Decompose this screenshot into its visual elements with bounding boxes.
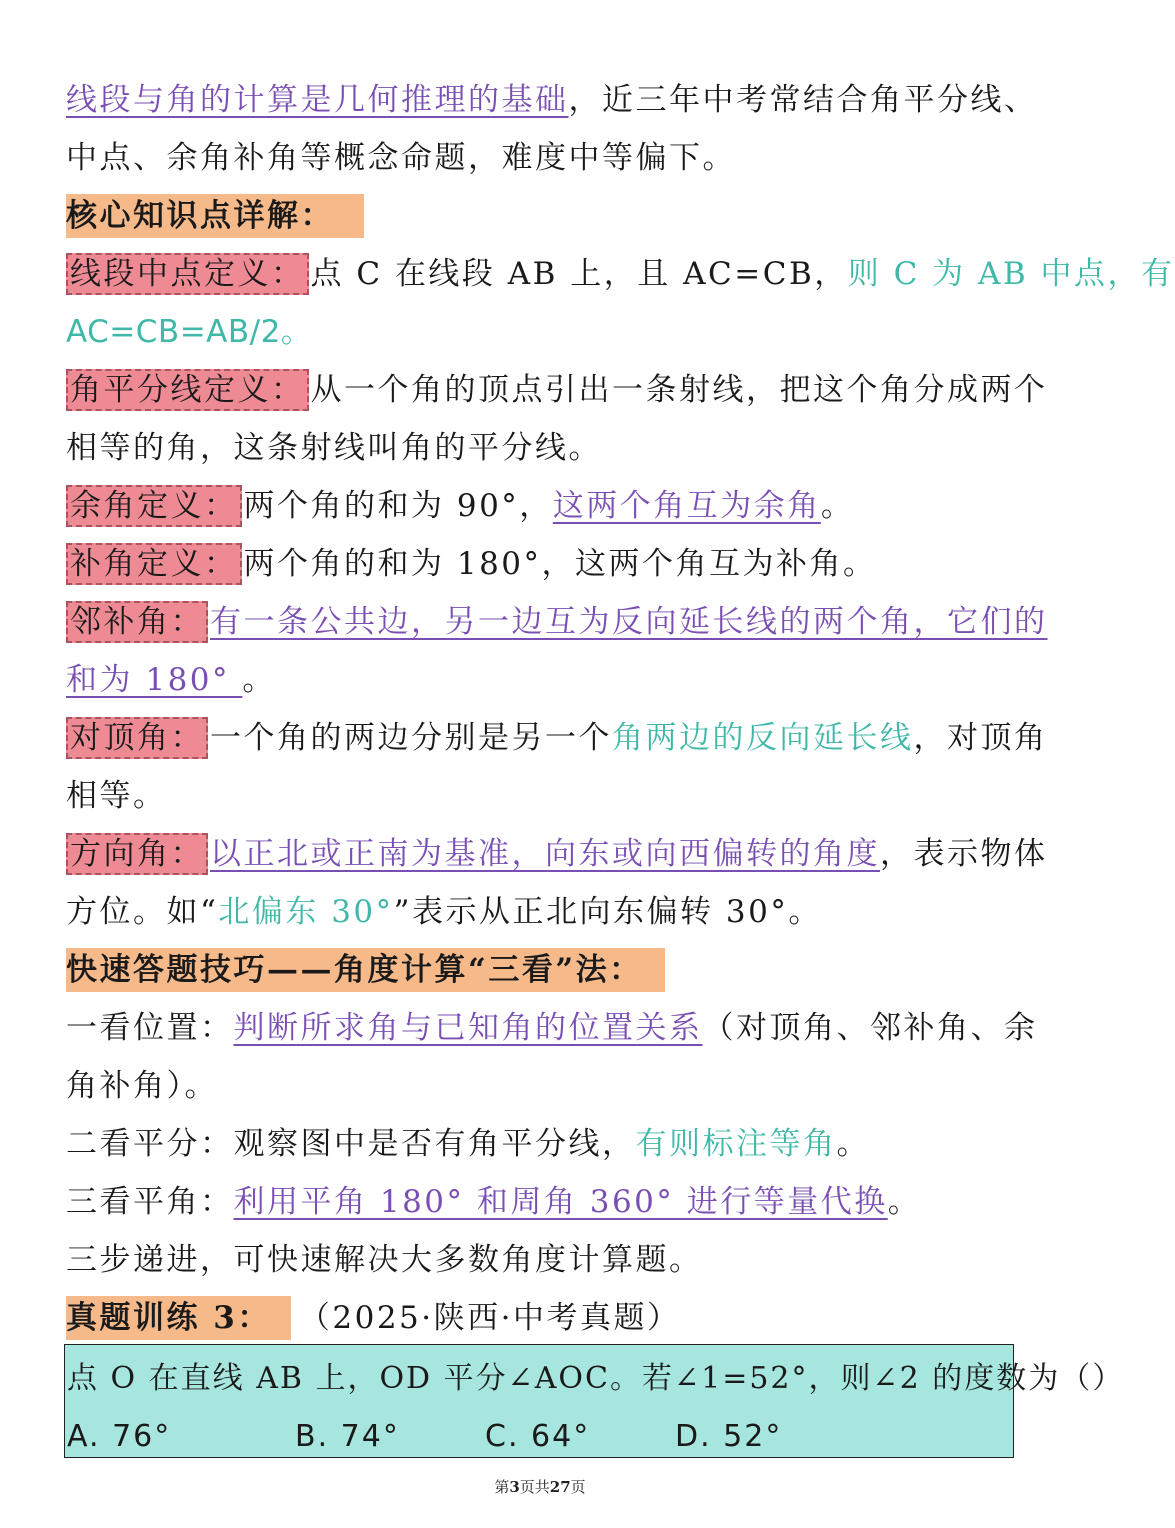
purple-highlight: 这两个角互为余角: [552, 488, 821, 524]
tip-text: （对顶角、邻补角、余: [702, 1010, 1038, 1046]
tip-position-cont: [66, 1064, 1016, 1110]
purple-highlight: 判断所求角与已知角的位置关系: [233, 1010, 703, 1046]
purple-highlight: 有一条公共边，另一边互为反向延长线的两个角，它们的: [210, 604, 1048, 640]
tip-label: 二看平分：观察图中是否有角平分线，: [66, 1126, 636, 1162]
heading-label: 快速答题技巧——角度计算“三看”法：: [66, 948, 665, 992]
supplementary-definition: [66, 542, 1016, 588]
definition-text: 从一个角的顶点引出一条射线，把这个角分成两个: [310, 372, 1048, 408]
vertical-angle-definition-cont: [66, 774, 1016, 820]
definition-tag: 角平分线定义：: [66, 369, 309, 411]
answer-options: [67, 1415, 1013, 1459]
definition-text: 两个角的和为 90°，: [243, 488, 553, 524]
definition-tag: 补角定义：: [66, 543, 242, 585]
footer-text: 页: [570, 1478, 586, 1496]
practice-source: （2025·陕西·中考真题）: [298, 1300, 681, 1336]
purple-highlight: 以正北或正南为基准，向东或向西偏转的角度: [210, 836, 880, 872]
teal-highlight: 有则标注等角: [635, 1126, 837, 1162]
purple-highlight: 利用平角 180° 和周角 360° 进行等量代换: [233, 1184, 888, 1220]
definition-tag: 方向角：: [66, 833, 208, 875]
definition-text: ，对顶角: [913, 720, 1048, 756]
midpoint-definition: [66, 252, 1175, 298]
vertical-angle-definition: [66, 716, 1048, 762]
teal-highlight: 角两边的反向延长线: [612, 720, 914, 756]
definition-tag: 邻补角：: [66, 601, 208, 643]
direction-angle-definition: [66, 832, 1048, 878]
tip-label: 三看平角：: [66, 1184, 234, 1220]
purple-highlight: 和为 180°: [66, 662, 243, 698]
page-footer: [0, 1476, 1080, 1497]
complementary-definition: [66, 484, 1016, 530]
direction-angle-definition-cont: [66, 890, 1016, 936]
punctuation: 。: [242, 662, 276, 698]
teal-formula: AC=CB=AB/2。: [66, 314, 313, 350]
heading-label: 真题训练 3：: [66, 1296, 291, 1340]
bisector-definition: [66, 368, 1048, 414]
intro-highlight: 线段与角的计算是几何推理的基础: [66, 82, 569, 118]
definition-tag: 线段中点定义：: [66, 253, 309, 295]
footer-text: 第: [494, 1478, 510, 1496]
definition-tag: 余角定义：: [66, 485, 242, 527]
tip-bisect: [66, 1122, 1016, 1168]
adjacent-definition-cont: [66, 658, 1016, 704]
definition-text: 两个角的和为 180°，这两个角互为补角。: [243, 546, 877, 582]
midpoint-definition-cont: [66, 310, 1016, 356]
page-total: 27: [549, 1478, 571, 1496]
question-text: 点 O 在直线 AB 上，OD 平分∠AOC。若∠1=52°，则∠2 的度数为（）: [67, 1361, 1125, 1396]
practice-heading: [66, 1296, 1016, 1342]
definition-text: 方位。如“: [66, 894, 219, 930]
bisector-definition-cont: [66, 426, 1016, 472]
adjacent-definition: [66, 600, 1048, 646]
option-d[interactable]: D. 52°: [675, 1419, 783, 1454]
option-c[interactable]: C. 64°: [485, 1419, 591, 1454]
tip-straight-angle: [66, 1180, 1016, 1226]
teal-highlight: 则 C 为 AB 中点，有: [847, 256, 1175, 292]
heading-label: 核心知识点详解：: [66, 194, 364, 238]
footer-text: 页共: [519, 1478, 550, 1496]
section-heading-tips: [66, 948, 1016, 994]
option-a[interactable]: A. 76°: [67, 1419, 172, 1454]
page-number: 3: [509, 1478, 520, 1496]
definition-text: ，表示物体: [880, 836, 1048, 872]
definition-text: 相等。: [66, 778, 167, 814]
intro-text: ，近三年中考常结合角平分线、: [568, 82, 1038, 118]
tip-label: 一看位置：: [66, 1010, 234, 1046]
intro-line-1: [66, 78, 1038, 124]
intro-text-2: 中点、余角补角等概念命题，难度中等偏下。: [66, 140, 736, 176]
tip-position: [66, 1006, 1038, 1052]
definition-text: 相等的角，这条射线叫角的平分线。: [66, 430, 602, 466]
definition-text: 点 C 在线段 AB 上，且 AC=CB，: [310, 256, 848, 292]
tip-text: 三步递进，可快速解决大多数角度计算题。: [66, 1242, 703, 1278]
punctuation: 。: [836, 1126, 870, 1162]
punctuation: 。: [820, 488, 855, 524]
tip-summary: [66, 1238, 1016, 1284]
definition-text: 一个角的两边分别是另一个: [210, 720, 612, 756]
definition-text: ”表示从正北向东偏转 30°。: [393, 894, 822, 930]
intro-line-2: [66, 136, 1016, 182]
definition-tag: 对顶角：: [66, 717, 208, 759]
teal-highlight: 北偏东 30°: [218, 894, 394, 930]
punctuation: 。: [887, 1184, 922, 1220]
option-b[interactable]: B. 74°: [295, 1419, 400, 1454]
tip-text: 角补角）。: [66, 1068, 218, 1104]
question-box: [64, 1344, 1125, 1458]
section-heading-core: [66, 194, 1016, 240]
